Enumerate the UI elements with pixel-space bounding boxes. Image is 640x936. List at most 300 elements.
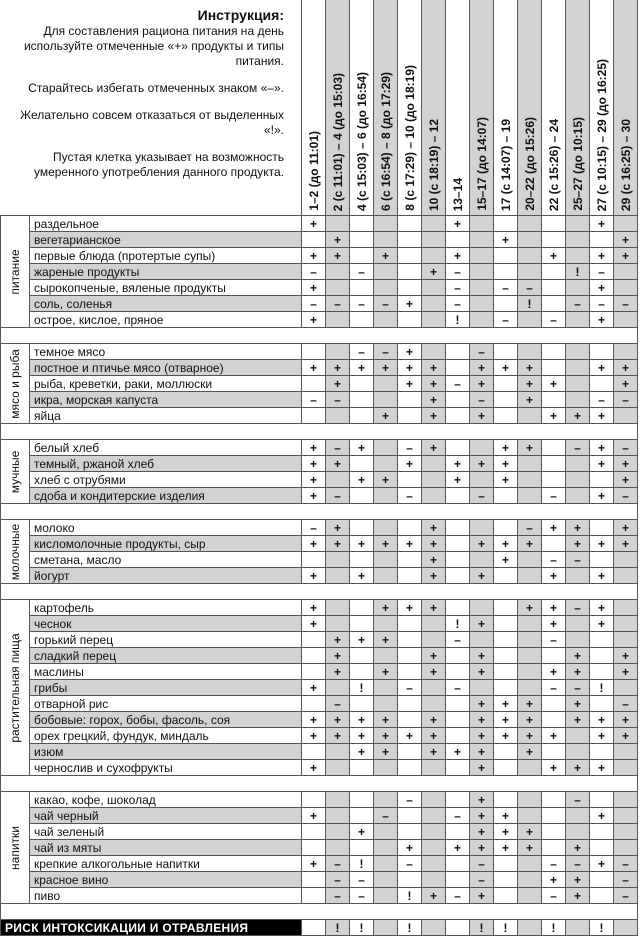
table-row — [1, 264, 638, 280]
table-cell — [566, 248, 590, 264]
table-cell — [446, 600, 470, 616]
table-cell — [470, 296, 494, 312]
table-cell: + — [350, 472, 374, 488]
table-cell: + — [542, 248, 566, 264]
table-cell — [374, 280, 398, 296]
risk-cell: ! — [350, 920, 374, 936]
table-cell: – — [374, 808, 398, 824]
table-cell — [518, 264, 542, 280]
table-cell — [422, 312, 446, 328]
table-cell — [542, 456, 566, 472]
table-cell — [542, 440, 566, 456]
table-cell: ! — [350, 856, 374, 872]
table-cell — [542, 296, 566, 312]
table-cell — [614, 760, 638, 776]
table-cell: + — [422, 552, 446, 568]
table-cell: + — [302, 312, 326, 328]
table-cell: + — [302, 472, 326, 488]
table-cell — [590, 824, 614, 840]
table-cell: – — [326, 392, 350, 408]
table-cell — [326, 472, 350, 488]
table-cell: + — [566, 840, 590, 856]
risk-row — [1, 920, 638, 936]
table-row — [1, 664, 638, 680]
table-cell: + — [302, 216, 326, 232]
table-cell: ! — [350, 680, 374, 696]
table-cell: + — [398, 600, 422, 616]
table-cell: + — [494, 840, 518, 856]
table-cell — [470, 264, 494, 280]
table-cell — [614, 408, 638, 424]
table-cell: – — [590, 392, 614, 408]
table-cell: + — [470, 888, 494, 904]
table-cell — [374, 888, 398, 904]
table-cell — [398, 744, 422, 760]
table-cell: – — [470, 392, 494, 408]
table-cell — [518, 568, 542, 584]
table-cell — [302, 824, 326, 840]
table-cell — [518, 216, 542, 232]
table-cell — [326, 808, 350, 824]
table-cell: ! — [518, 296, 542, 312]
table-cell: + — [302, 568, 326, 584]
table-cell: + — [422, 360, 446, 376]
table-cell — [446, 648, 470, 664]
table-cell — [590, 552, 614, 568]
row-label: сдоба и кондитерские изделия — [30, 488, 302, 504]
instructions-block — [0, 8, 284, 192]
table-row — [1, 632, 638, 648]
table-cell: + — [590, 600, 614, 616]
table-cell: + — [470, 408, 494, 424]
table-cell: – — [614, 440, 638, 456]
table-cell — [494, 264, 518, 280]
table-cell: – — [302, 520, 326, 536]
category-label: мясо и рыба — [8, 348, 22, 419]
table-row — [1, 728, 638, 744]
table-cell — [302, 376, 326, 392]
table-row — [1, 568, 638, 584]
separator-cell — [1, 776, 638, 792]
table-cell: + — [422, 408, 446, 424]
table-cell — [590, 664, 614, 680]
column-header — [446, 0, 470, 216]
table-cell — [470, 216, 494, 232]
table-cell — [350, 760, 374, 776]
column-header-label: 20–22 (до 15:26) — [522, 117, 537, 211]
table-cell — [350, 280, 374, 296]
table-cell: – — [302, 264, 326, 280]
table-cell: – — [542, 552, 566, 568]
table-cell: + — [542, 728, 566, 744]
row-label: грибы — [30, 680, 302, 696]
table-cell: + — [590, 616, 614, 632]
table-cell — [374, 840, 398, 856]
table-cell — [446, 664, 470, 680]
row-label: яйца — [30, 408, 302, 424]
table-cell — [350, 792, 374, 808]
row-label: картофель — [30, 600, 302, 616]
table-cell: – — [446, 376, 470, 392]
table-row — [1, 280, 638, 296]
table-row — [1, 696, 638, 712]
table-cell: + — [422, 888, 446, 904]
table-cell: + — [590, 728, 614, 744]
table-row — [1, 536, 638, 552]
table-cell: + — [446, 744, 470, 760]
table-cell — [446, 712, 470, 728]
table-cell — [374, 440, 398, 456]
table-cell: + — [494, 696, 518, 712]
row-label: пиво — [30, 888, 302, 904]
table-cell — [494, 248, 518, 264]
table-cell — [398, 232, 422, 248]
risk-cell — [446, 920, 470, 936]
table-cell — [422, 760, 446, 776]
table-cell: + — [446, 840, 470, 856]
table-cell: – — [446, 296, 470, 312]
table-cell — [398, 632, 422, 648]
table-cell: + — [590, 440, 614, 456]
table-cell: + — [614, 472, 638, 488]
table-cell: ! — [446, 312, 470, 328]
table-cell — [350, 600, 374, 616]
table-cell — [398, 216, 422, 232]
column-header — [374, 0, 398, 216]
table-cell: + — [302, 360, 326, 376]
table-cell — [422, 280, 446, 296]
table-cell: + — [614, 232, 638, 248]
table-row — [1, 680, 638, 696]
table-cell — [446, 568, 470, 584]
table-cell: + — [374, 664, 398, 680]
column-header — [398, 0, 422, 216]
table-cell — [350, 216, 374, 232]
separator-cell — [1, 584, 638, 600]
table-cell: – — [470, 872, 494, 888]
table-cell — [446, 728, 470, 744]
table-cell: + — [470, 360, 494, 376]
table-cell — [494, 488, 518, 504]
table-cell: + — [446, 472, 470, 488]
table-cell — [350, 408, 374, 424]
table-cell: + — [326, 664, 350, 680]
table-cell — [494, 344, 518, 360]
table-cell: + — [614, 376, 638, 392]
table-cell — [350, 520, 374, 536]
table-cell: + — [398, 360, 422, 376]
table-row — [1, 312, 638, 328]
table-cell — [446, 856, 470, 872]
table-cell: + — [518, 392, 542, 408]
table-cell: – — [350, 296, 374, 312]
table-cell — [518, 760, 542, 776]
instructions-empty: Пустая клетка указывает на возможность умеренного употребления данного продукта. — [33, 150, 284, 179]
row-label: маслины — [30, 664, 302, 680]
table-cell — [422, 632, 446, 648]
table-cell: + — [566, 408, 590, 424]
table-cell — [350, 808, 374, 824]
table-cell — [470, 552, 494, 568]
table-cell — [446, 344, 470, 360]
row-label: йогурт — [30, 568, 302, 584]
table-cell: + — [302, 488, 326, 504]
table-cell — [350, 312, 374, 328]
table-cell — [470, 232, 494, 248]
table-cell: + — [374, 728, 398, 744]
table-cell: + — [374, 632, 398, 648]
table-cell — [614, 840, 638, 856]
column-header — [326, 0, 350, 216]
table-cell: + — [398, 296, 422, 312]
table-cell: – — [542, 680, 566, 696]
table-cell: + — [398, 840, 422, 856]
table-cell — [326, 568, 350, 584]
table-cell — [302, 552, 326, 568]
category-label: питание — [8, 248, 22, 295]
table-cell: + — [590, 712, 614, 728]
table-cell: + — [566, 664, 590, 680]
table-cell: + — [374, 600, 398, 616]
table-cell — [494, 744, 518, 760]
table-cell — [302, 232, 326, 248]
table-cell — [542, 648, 566, 664]
table-cell: + — [326, 536, 350, 552]
table-cell — [422, 808, 446, 824]
table-cell: + — [302, 248, 326, 264]
table-cell — [446, 440, 470, 456]
table-cell: + — [542, 616, 566, 632]
table-cell — [326, 312, 350, 328]
table-cell: + — [422, 664, 446, 680]
table-cell: – — [374, 344, 398, 360]
column-header-label: 2 (с 11:01) – 4 (до 15:03) — [330, 72, 345, 211]
table-cell — [542, 712, 566, 728]
column-header-label: 8 (с 17:29) – 10 (до 18:19) — [402, 65, 417, 211]
table-cell: – — [566, 792, 590, 808]
table-cell — [590, 344, 614, 360]
table-cell: + — [302, 616, 326, 632]
table-cell: + — [326, 712, 350, 728]
table-cell: + — [518, 440, 542, 456]
table-row — [1, 744, 638, 760]
risk-cell — [302, 920, 326, 936]
table-cell: + — [446, 216, 470, 232]
table-row — [1, 648, 638, 664]
table-cell: + — [326, 648, 350, 664]
table-cell: – — [350, 264, 374, 280]
table-cell — [398, 472, 422, 488]
table-cell — [326, 264, 350, 280]
table-cell: + — [374, 536, 398, 552]
table-cell: – — [446, 680, 470, 696]
table-cell: – — [614, 856, 638, 872]
table-cell — [518, 856, 542, 872]
row-label: темный, ржаной хлеб — [30, 456, 302, 472]
table-cell: + — [566, 712, 590, 728]
table-cell: + — [566, 872, 590, 888]
table-cell: + — [422, 568, 446, 584]
table-cell — [398, 648, 422, 664]
table-row — [1, 232, 638, 248]
table-cell — [470, 440, 494, 456]
table-cell — [494, 408, 518, 424]
table-cell: + — [566, 520, 590, 536]
column-header-label: 29 (с 16:25) – 30 — [618, 118, 633, 211]
table-cell — [398, 664, 422, 680]
table-cell — [374, 392, 398, 408]
instructions-minus: Старайтесь избегать отмеченных знаком «–». — [28, 81, 284, 95]
risk-cell: ! — [326, 920, 350, 936]
table-cell — [374, 552, 398, 568]
group-separator — [1, 504, 638, 520]
table-cell — [422, 856, 446, 872]
table-cell: + — [542, 376, 566, 392]
table-cell: + — [374, 408, 398, 424]
table-cell: + — [542, 408, 566, 424]
table-cell — [566, 280, 590, 296]
table-cell: – — [470, 488, 494, 504]
table-cell: ! — [566, 264, 590, 280]
table-cell — [614, 680, 638, 696]
table-cell: + — [470, 808, 494, 824]
table-row — [1, 216, 638, 232]
table-cell — [446, 872, 470, 888]
table-cell — [494, 520, 518, 536]
table-cell: – — [494, 312, 518, 328]
table-cell: + — [470, 648, 494, 664]
table-cell: + — [518, 360, 542, 376]
table-cell — [326, 840, 350, 856]
table-cell — [374, 232, 398, 248]
table-cell — [518, 680, 542, 696]
table-cell — [326, 744, 350, 760]
table-cell: + — [590, 248, 614, 264]
table-cell: – — [590, 296, 614, 312]
table-cell: – — [614, 392, 638, 408]
table-cell: – — [326, 488, 350, 504]
table-cell — [422, 472, 446, 488]
table-cell: + — [566, 648, 590, 664]
table-cell: + — [518, 712, 542, 728]
table-cell — [518, 872, 542, 888]
table-row — [1, 616, 638, 632]
table-cell — [566, 488, 590, 504]
table-cell — [326, 552, 350, 568]
row-label: изюм — [30, 744, 302, 760]
row-label: горький перец — [30, 632, 302, 648]
table-cell: – — [374, 296, 398, 312]
table-cell: + — [470, 568, 494, 584]
table-cell: + — [590, 312, 614, 328]
table-cell — [518, 456, 542, 472]
column-header — [566, 0, 590, 216]
table-cell — [374, 376, 398, 392]
row-label: чай зеленый — [30, 824, 302, 840]
table-cell — [590, 632, 614, 648]
table-cell: + — [422, 648, 446, 664]
table-cell: + — [302, 712, 326, 728]
table-cell — [542, 840, 566, 856]
table-cell — [374, 616, 398, 632]
table-cell — [518, 488, 542, 504]
table-cell — [566, 360, 590, 376]
category-cell — [1, 344, 30, 424]
table-cell: + — [542, 520, 566, 536]
table-cell — [470, 600, 494, 616]
table-cell — [326, 408, 350, 424]
table-cell — [446, 792, 470, 808]
table-cell: – — [302, 296, 326, 312]
table-cell — [590, 520, 614, 536]
table-cell — [542, 392, 566, 408]
column-header-label: 1–2 (до 11:01) — [306, 131, 321, 211]
table-cell: + — [518, 600, 542, 616]
risk-cell: ! — [590, 920, 614, 936]
table-cell: + — [350, 536, 374, 552]
table-cell — [422, 296, 446, 312]
category-label: молочные — [8, 523, 22, 580]
table-cell — [422, 696, 446, 712]
table-cell: – — [614, 296, 638, 312]
table-cell — [398, 280, 422, 296]
table-cell — [494, 568, 518, 584]
table-cell: – — [470, 856, 494, 872]
table-cell — [566, 728, 590, 744]
table-cell — [494, 856, 518, 872]
table-cell: – — [542, 888, 566, 904]
table-cell — [518, 664, 542, 680]
row-label: какао, кофе, шоколад — [30, 792, 302, 808]
table-cell: + — [470, 664, 494, 680]
table-cell — [350, 456, 374, 472]
column-header-label: 13–14 — [450, 177, 465, 211]
table-cell: + — [590, 760, 614, 776]
table-cell — [398, 696, 422, 712]
row-label: чеснок — [30, 616, 302, 632]
table-cell: – — [518, 520, 542, 536]
table-cell — [374, 312, 398, 328]
table-cell: + — [494, 552, 518, 568]
table-cell — [566, 632, 590, 648]
table-cell — [374, 216, 398, 232]
table-cell — [470, 312, 494, 328]
table-cell: – — [302, 392, 326, 408]
table-row — [1, 888, 638, 904]
table-cell — [542, 744, 566, 760]
table-cell — [398, 552, 422, 568]
table-cell: + — [494, 232, 518, 248]
table-cell: + — [302, 280, 326, 296]
table-cell — [302, 696, 326, 712]
table-cell — [446, 520, 470, 536]
table-cell — [422, 456, 446, 472]
table-cell — [590, 744, 614, 760]
table-cell: + — [590, 808, 614, 824]
table-cell — [470, 248, 494, 264]
table-cell: + — [494, 824, 518, 840]
table-cell — [374, 456, 398, 472]
table-cell: – — [398, 440, 422, 456]
table-cell — [614, 600, 638, 616]
category-label: напитки — [8, 825, 22, 870]
table-cell: – — [398, 792, 422, 808]
row-label: икра, морская капуста — [30, 392, 302, 408]
table-cell: + — [494, 536, 518, 552]
table-cell — [350, 696, 374, 712]
table-cell — [446, 392, 470, 408]
table-cell: + — [590, 280, 614, 296]
